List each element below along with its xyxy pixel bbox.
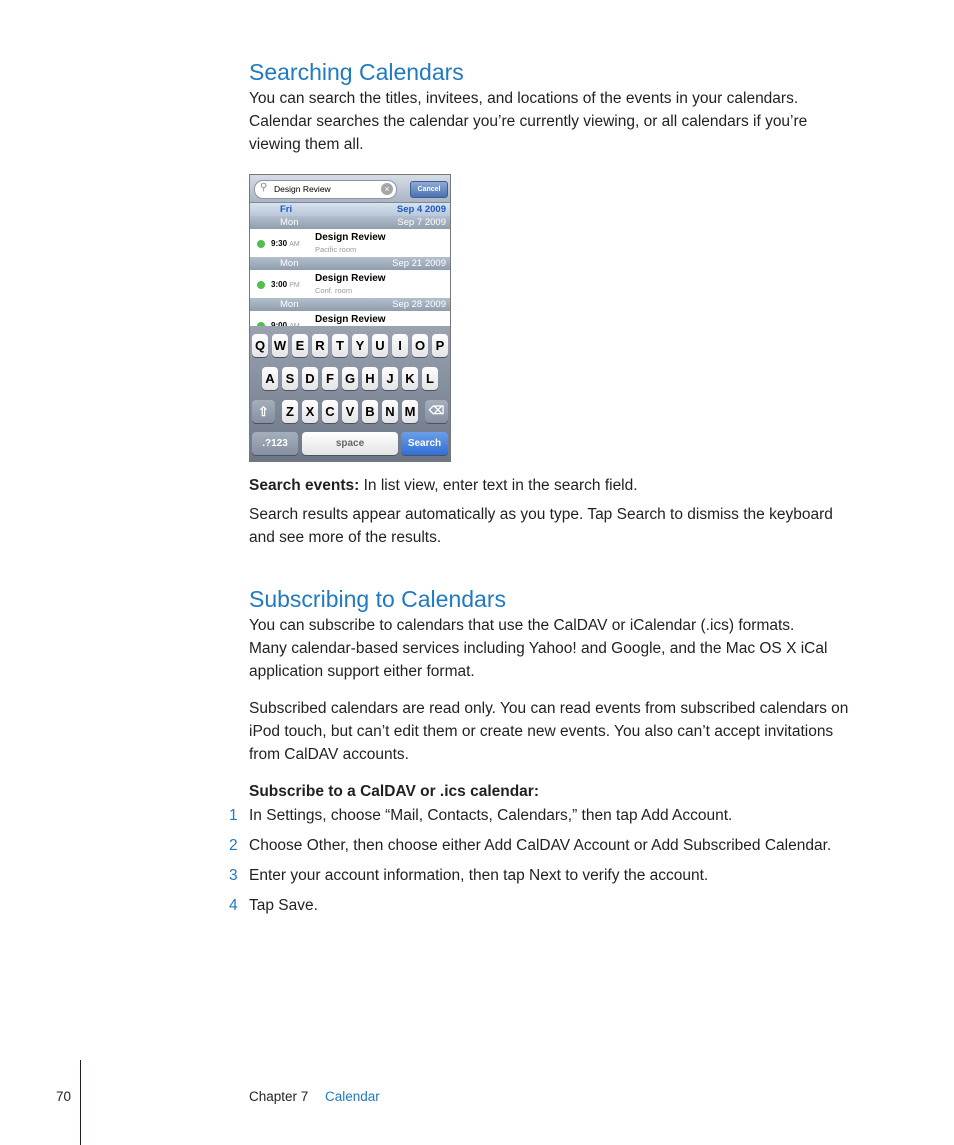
key-r[interactable]: R (312, 334, 328, 357)
key-x[interactable]: X (302, 400, 318, 423)
key-g[interactable]: G (342, 367, 358, 390)
key-u[interactable]: U (372, 334, 388, 357)
key-h[interactable]: H (362, 367, 378, 390)
event-location: Pacific room (315, 245, 357, 254)
para-line: You can search the titles, invitees, and locations of the events in your calendars. (249, 90, 799, 107)
iphone-calendar-search-screenshot (249, 174, 451, 462)
date-header-date: Sep 4 2009 (396, 204, 446, 215)
date-header-date: Sep 21 2009 (392, 258, 446, 269)
key-k[interactable]: K (402, 367, 418, 390)
search-intro-paragraph (249, 87, 879, 156)
key-d[interactable]: D (302, 367, 318, 390)
para-line: from CalDAV accounts. (249, 746, 409, 763)
key-s[interactable]: S (282, 367, 298, 390)
step-text: Tap Save. (249, 897, 318, 914)
para-line: viewing them all. (249, 136, 364, 153)
key-j[interactable]: J (382, 367, 398, 390)
step-number: 1 (229, 807, 238, 824)
date-header-day: Mon (280, 217, 299, 228)
step-text: Enter your account information, then tap Next to verify the account. (249, 867, 709, 884)
date-header (250, 257, 450, 270)
para-line: iPod touch, but can’t edit them or create new events. You also can’t accept invitations (249, 723, 834, 740)
key-f[interactable]: F (322, 367, 338, 390)
date-header-date: Sep 7 2009 (397, 217, 446, 228)
backspace-icon[interactable]: ⌫ (425, 400, 448, 423)
cancel-button[interactable]: Cancel (410, 181, 448, 198)
para-line: Many calendar-based services including Yahoo! and Google, and the Mac OS X iCal (249, 640, 828, 657)
key-q[interactable]: Q (252, 334, 268, 357)
footer-chapter-title: Calendar (325, 1089, 380, 1104)
date-header-day: Mon (280, 299, 299, 310)
event-row[interactable] (250, 270, 450, 298)
key-a[interactable]: A (262, 367, 278, 390)
date-header (250, 203, 450, 216)
date-header-day: Mon (280, 258, 299, 269)
step-text: Choose Other, then choose either Add CalDAV Account or Add Subscribed Calendar. (249, 837, 832, 854)
para-line: and see more of the results. (249, 529, 442, 546)
search-events-instruction (249, 474, 879, 497)
key-z[interactable]: Z (282, 400, 298, 423)
key-b[interactable]: B (362, 400, 378, 423)
heading-searching-calendars: Searching Calendars (249, 59, 464, 85)
key-v[interactable]: V (342, 400, 358, 423)
key-o[interactable]: O (412, 334, 428, 357)
key-n[interactable]: N (382, 400, 398, 423)
key-e[interactable]: E (292, 334, 308, 357)
subscribe-intro-paragraph (249, 614, 879, 683)
event-location: Conf. room (315, 286, 353, 295)
numbers-key[interactable]: .?123 (252, 432, 298, 455)
date-header-day: Fri (280, 204, 293, 215)
magnifier-icon: ⚲ (260, 182, 268, 193)
onscreen-keyboard (250, 326, 450, 461)
event-title: Design Review (315, 314, 386, 325)
event-time: 9:30 AM (271, 239, 300, 248)
search-events-text: In list view, enter text in the search field. (359, 477, 638, 494)
footer-divider (80, 1060, 81, 1145)
calendar-color-dot (257, 240, 265, 248)
para-line: Subscribed calendars are read only. You can read events from subscribed calendars on (249, 700, 849, 717)
key-c[interactable]: C (322, 400, 338, 423)
key-i[interactable]: I (392, 334, 408, 357)
step-number: 3 (229, 867, 238, 884)
page-number: 70 (56, 1089, 72, 1104)
para-line: Search results appear automatically as you type. Tap Search to dismiss the keyboard (249, 506, 833, 523)
search-bar (250, 175, 450, 203)
calendar-color-dot (257, 281, 265, 289)
key-t[interactable]: T (332, 334, 348, 357)
search-key[interactable]: Search (401, 432, 448, 455)
event-time: 3:00 PM (271, 280, 300, 289)
step-text: In Settings, choose “Mail, Contacts, Calendars,” then tap Add Account. (249, 807, 733, 824)
key-m[interactable]: M (402, 400, 418, 423)
date-header-date: Sep 28 2009 (392, 299, 446, 310)
search-events-label: Search events: (249, 477, 360, 494)
para-line: You can subscribe to calendars that use the CalDAV or iCalendar (.ics) formats. (249, 617, 795, 634)
para-line: Calendar searches the calendar you’re currently viewing, or all calendars if you’re (249, 113, 808, 130)
event-row[interactable] (250, 229, 450, 257)
task-heading: Subscribe to a CalDAV or .ics calendar: (249, 783, 539, 800)
heading-subscribing-to-calendars: Subscribing to Calendars (249, 586, 506, 612)
clear-icon[interactable]: × (381, 183, 393, 195)
read-only-paragraph (249, 697, 879, 766)
key-p[interactable]: P (432, 334, 448, 357)
step-number: 4 (229, 897, 238, 914)
date-header (250, 216, 450, 229)
event-title: Design Review (315, 273, 386, 284)
key-w[interactable]: W (272, 334, 288, 357)
search-results-paragraph (249, 503, 879, 549)
search-value: Design Review (274, 184, 331, 194)
shift-icon[interactable]: ⇧ (252, 400, 275, 423)
para-line: application support either format. (249, 663, 475, 680)
date-header (250, 298, 450, 311)
event-title: Design Review (315, 232, 386, 243)
key-y[interactable]: Y (352, 334, 368, 357)
step-number: 2 (229, 837, 238, 854)
search-input[interactable] (254, 180, 397, 199)
space-key[interactable]: space (302, 432, 398, 455)
key-l[interactable]: L (422, 367, 438, 390)
footer-chapter: Chapter 7 (249, 1089, 309, 1104)
